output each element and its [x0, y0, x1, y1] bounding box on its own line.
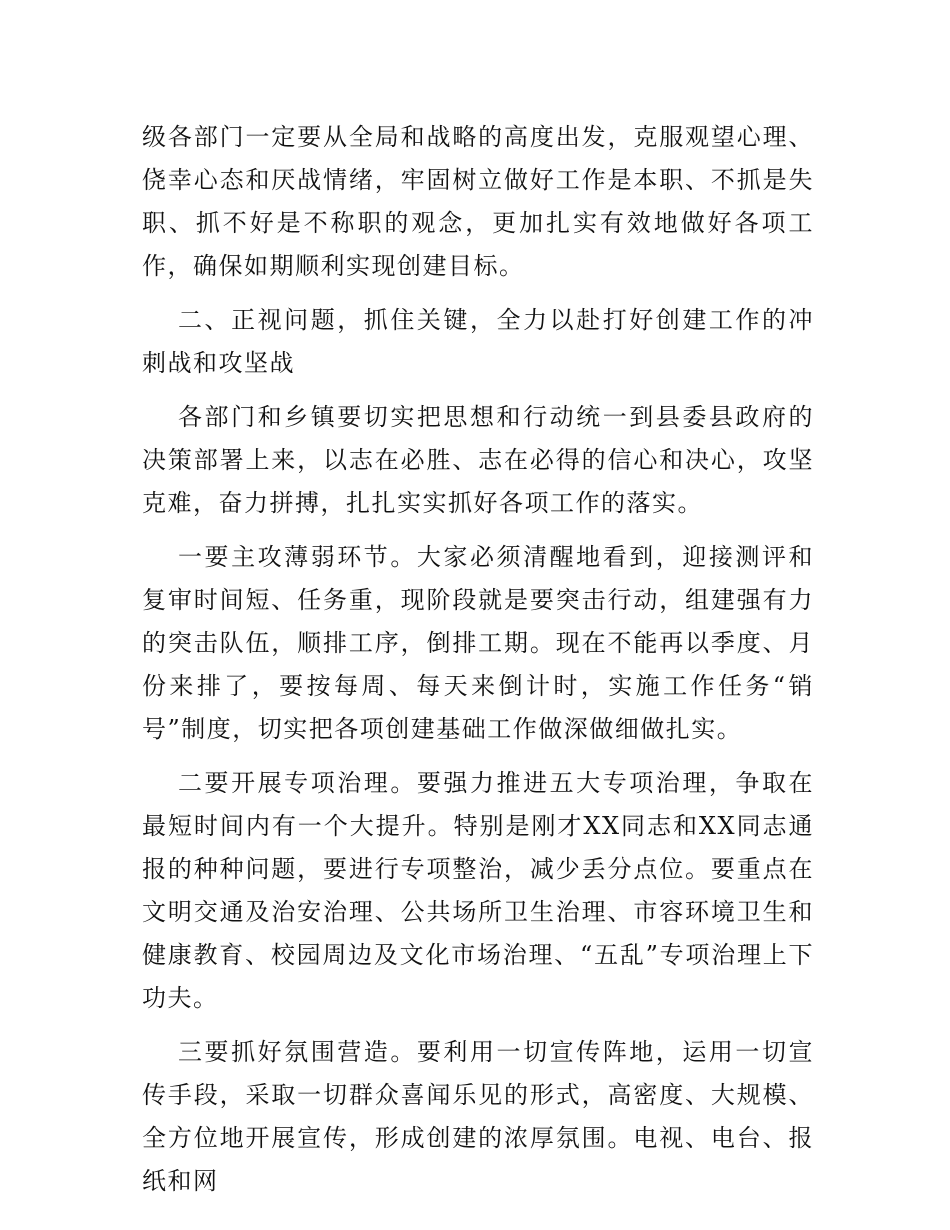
- paragraph-intro: 各部门和乡镇要切实把思想和行动统一到县委县政府的决策部署上来，以志在必胜、志在必得的信心和决心，攻坚克难，奋力拼搏，扎扎实实抓好各项工作的落实。: [142, 403, 814, 517]
- paragraph-point-three: 三要抓好氛围营造。要利用一切宣传阵地，运用一切宣传手段，采取一切群众喜闻乐见的形式，高密度、大规模、全方位地开展宣传，形成创建的浓厚氛围。电视、电台、报纸和网: [142, 1038, 814, 1195]
- section-heading: 二、正视问题，抓住关键，全力以赴打好创建工作的冲刺战和攻坚战: [142, 306, 814, 377]
- document-body: [142, 116, 814, 1214]
- paragraph-point-one: 一要主攻薄弱环节。大家必须清醒地看到，迎接测评和复审时间短、任务重，现阶段就是要突击行动，组建强有力的突击队伍，顺排工序，倒排工期。现在不能再以季度、月份来排了，要按每周、每天来倒计时，实施工作任务“销号”制度，切实把各项创建基础工作做深做细做扎实。: [142, 543, 814, 743]
- paragraph-continuation: 级各部门一定要从全局和战略的高度出发，克服观望心理、侥幸心态和厌战情绪，牢固树立做好工作是本职、不抓是失职、抓不好是不称职的观念，更加扎实有效地做好各项工作，确保如期顺利实现创建目标。: [142, 123, 814, 280]
- paragraph-point-two: 二要开展专项治理。要强力推进五大专项治理，争取在最短时间内有一个大提升。特别是刚才XX同志和XX同志通报的种种问题，要进行专项整治，减少丢分点位。要重点在文明交通及治安治理、公共场所卫生治理、市容环境卫生和健康教育、校园周边及文化市场治理、“五乱”专项治理上下功夫。: [142, 769, 814, 1012]
